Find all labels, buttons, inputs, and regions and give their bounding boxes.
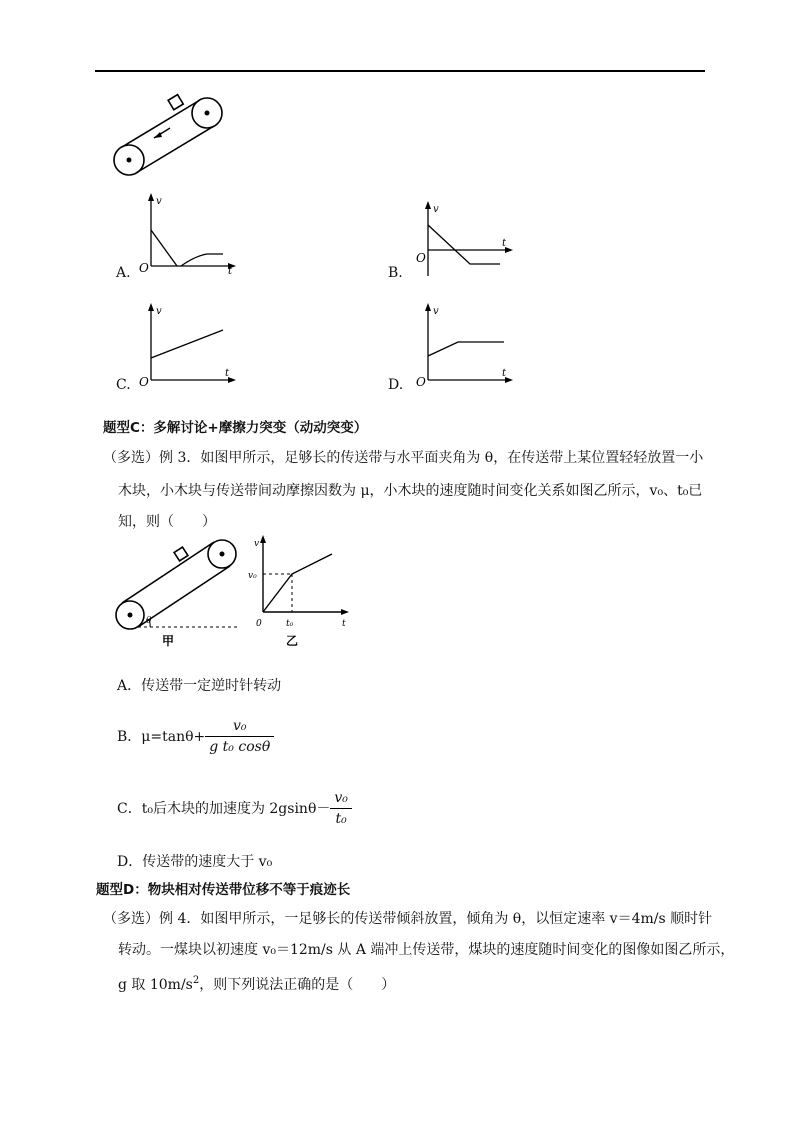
- option-c-graph: [135, 300, 245, 390]
- option-d-graph-label: D.: [388, 377, 404, 393]
- option-d-graph: [412, 300, 522, 390]
- section-d-heading: 题型D：物块相对传送带位移不等于痕迹长: [96, 882, 351, 898]
- option-b-axis-v: v: [433, 204, 439, 215]
- figure-yi-t0: t₀: [286, 619, 294, 629]
- ex3-option-b-numerator: v₀: [232, 718, 247, 734]
- ex3-option-c-numerator: v₀: [334, 790, 348, 806]
- option-d-axis-t: t: [502, 368, 507, 379]
- ex3-option-a: A．传送带一定逆时针转动: [117, 678, 282, 694]
- section-c-stem-line2: 木块，小木块与传送带间动摩擦因数为 μ，小木块的速度随时间变化关系如图乙所示，v₀、t₀已: [118, 483, 703, 499]
- option-d-origin: O: [416, 375, 426, 389]
- option-a-origin: O: [139, 261, 149, 275]
- section-d-stem-line3: [118, 971, 395, 995]
- figure-yi-axis-v: v: [254, 539, 260, 549]
- figure-yi-label: 乙: [286, 634, 299, 648]
- ex3-option-d: D．传送带的速度大于 v₀: [117, 854, 273, 870]
- section-c-stem-line1: （多选）例 3．如图甲所示，足够长的传送带与水平面夹角为 θ，在传送带上某位置轻轻放置一小: [103, 450, 704, 466]
- ex3-option-b-prefix: B．μ=tanθ+: [117, 728, 206, 745]
- section-d-stem-line3-sup: 2: [192, 975, 200, 986]
- option-d-axis-v: v: [433, 306, 439, 317]
- ex3-option-c-fraction: [330, 788, 352, 829]
- section-d-stem-line2: 转动。一煤块以初速度 v₀＝12m/s 从 A 端冲上传送带，煤块的速度随时间变化的图像如图乙所示，: [118, 942, 735, 958]
- figure-yi-axis-t: t: [342, 619, 346, 629]
- conveyor-figure-top: [110, 92, 230, 182]
- ex3-option-b-fraction: [205, 716, 274, 757]
- option-a-axis-t: t: [228, 266, 233, 277]
- ex3-option-c-prefix: C．t₀后木块的加速度为 2gsinθ－: [117, 800, 331, 817]
- option-c-axis-t: t: [225, 368, 230, 379]
- option-a-label: A.: [116, 265, 131, 281]
- figure-yi: [248, 532, 358, 652]
- section-d-stem-line3a: g 取 10m/s: [118, 977, 193, 993]
- option-b-graph: [412, 198, 522, 288]
- figure-jia-label: 甲: [162, 634, 175, 648]
- header-rule: [95, 70, 705, 72]
- option-a-graph: [135, 192, 245, 282]
- option-c-origin: O: [139, 375, 149, 389]
- option-b-origin: O: [416, 251, 426, 265]
- option-a-axis-v: v: [156, 196, 162, 207]
- ex3-option-c-denominator: t₀: [330, 808, 352, 829]
- section-c-stem-line3: 知，则（ ）: [118, 514, 216, 530]
- section-d-stem-line3b: ，则下列说法正确的是（ ）: [199, 977, 396, 993]
- option-b-axis-t: t: [502, 238, 507, 249]
- figure-jia-theta: θ: [146, 616, 152, 626]
- figure-jia: [110, 535, 250, 650]
- option-c-graph-label: C.: [116, 377, 131, 393]
- ex3-option-c: [117, 788, 352, 829]
- option-c-axis-v: v: [156, 306, 162, 317]
- section-c-heading: 题型C：多解讨论+摩擦力突变（动动突变）: [103, 420, 368, 436]
- ex3-option-b-denominator: g t₀ cosθ: [205, 736, 274, 757]
- section-d-stem-line1: （多选）例 4．如图甲所示，一足够长的传送带倾斜放置，倾角为 θ，以恒定速率 v＝4m/s 顺时针: [103, 911, 713, 927]
- option-b-graph-label: B.: [388, 265, 403, 281]
- ex3-option-b: [117, 716, 274, 757]
- figure-yi-v0: v₀: [248, 571, 257, 581]
- figure-yi-origin: 0: [256, 619, 262, 629]
